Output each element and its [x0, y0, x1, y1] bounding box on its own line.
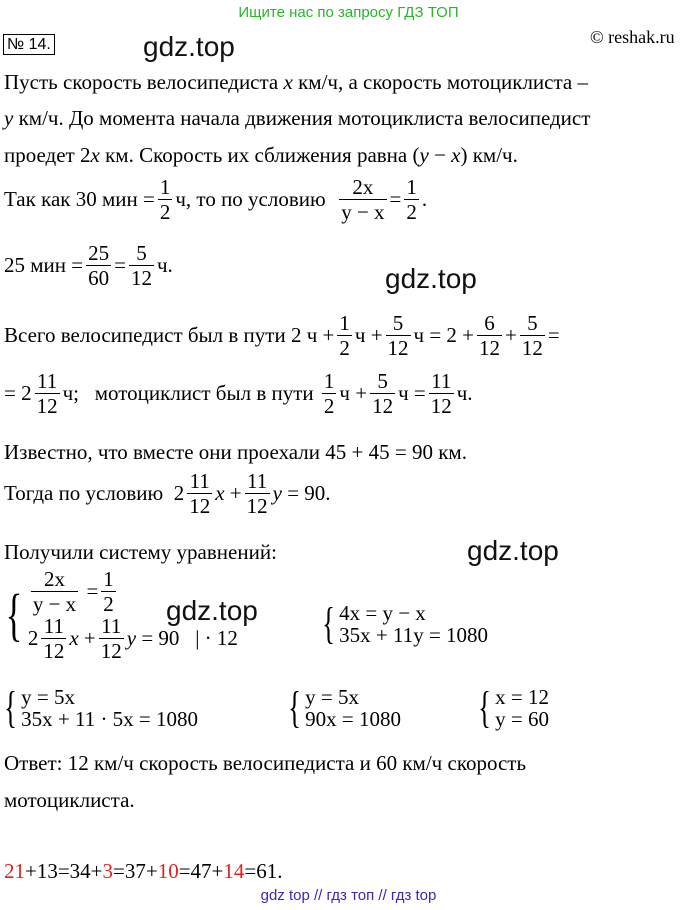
watermark-2: gdz.top: [385, 263, 477, 294]
line-3: проедет 2x км. Скорость их сближения равна (y − x) км/ч.: [4, 143, 518, 167]
unit: км/ч: [298, 70, 338, 94]
footer-banner[interactable]: gdz top // гдз топ // гдз top: [260, 887, 437, 904]
text: . До момента начала движения мотоциклиста велосипедист: [58, 106, 591, 130]
line-5: 25 мин = $\frac{25}{60}$ = $\frac{5}{12}$ ч .: [4, 241, 173, 291]
system-2: [318, 599, 489, 649]
unit: км: [105, 143, 129, 167]
watermark-4: gdz.top: [166, 595, 258, 626]
system-eq-2: 2 $\frac{11}{12}$ x + $\frac{11}{12}$ y = 90 | · 12: [27, 614, 238, 664]
var-x: x: [283, 70, 293, 94]
line-10: Получили систему уравнений:: [4, 540, 277, 564]
system-eq-1: 4x = y − x: [339, 601, 426, 625]
copyright: © reshak.ru: [590, 27, 675, 47]
top-banner[interactable]: Ищите нас по запросу ГДЗ ТОП: [238, 4, 459, 21]
system-eq-1: y = 5x: [305, 685, 359, 709]
unit: км/ч: [18, 106, 59, 130]
watermark-1: gdz.top: [143, 31, 235, 62]
text: Так как 30 мин: [4, 187, 138, 212]
unit: ч: [175, 187, 186, 212]
brace: {: [4, 683, 17, 733]
fraction: $\frac{1}{2}$: [406, 175, 417, 225]
fraction: $\frac{11}{12}$: [36, 369, 58, 419]
fraction: $\frac{11}{12}$: [246, 469, 268, 519]
fraction: $\frac{1}{2}$: [339, 311, 350, 361]
unit: км/ч: [402, 751, 443, 775]
watermark-3: gdz.top: [467, 535, 559, 566]
line-1: [4, 70, 588, 95]
system-5: [474, 683, 549, 733]
text: , а скорость мотоциклиста –: [337, 70, 588, 94]
system-eq-1: $\frac{2x}{y - x}$ = $\frac{1}{2}$: [32, 567, 114, 617]
text: мотоциклист был в пути: [94, 381, 314, 406]
expr: 2x: [79, 143, 100, 167]
var-y: y: [4, 106, 14, 130]
system-1: [0, 568, 238, 662]
fraction: $\frac{25}{60}$: [88, 241, 110, 291]
line-8: Известно, что вместе они проехали 45 + 45 = 90 км.: [4, 440, 467, 464]
brace: {: [288, 683, 301, 733]
fraction: $\frac{2x}{y - x}$: [341, 175, 385, 225]
text: 25 мин: [4, 253, 67, 278]
expr: (y − x): [412, 143, 468, 167]
answer-line-2: мотоциклиста.: [4, 788, 135, 812]
text: проедет: [4, 143, 75, 167]
system-eq-2: 90x = 1080: [305, 707, 401, 732]
fraction: $\frac{5}{12}$: [387, 311, 409, 361]
line-6: Всего велосипедист был в пути 2 ч + $\frac{1}{2}$ ч + $\frac{5}{12}$ ч = 2 + $\frac{6}{12}$ + $\frac{5}{12}$ =: [4, 311, 560, 361]
unit: км/ч: [93, 751, 134, 775]
system-eq-1: y = 5x: [21, 685, 75, 709]
fraction: $\frac{1}{2}$: [323, 369, 335, 419]
system-3: [0, 683, 199, 733]
fraction: $\frac{1}{2}$: [159, 175, 171, 225]
line-7: = 2 $\frac{11}{12}$ ч ; мотоциклист был в пути $\frac{1}{2}$ ч + $\frac{5}{12}$ ч = $\frac{11}{12}$ ч .: [4, 369, 473, 419]
text: Всего велосипедист был в пути: [4, 323, 286, 348]
fraction: $\frac{11}{12}$: [430, 369, 452, 419]
brace: {: [322, 599, 335, 649]
answer-text: скорость велосипедиста и 60: [139, 751, 398, 775]
answer-line-1: [4, 751, 526, 776]
brace: {: [5, 582, 23, 648]
brace: {: [478, 683, 491, 733]
system-eq-2: 35x + 11 · 5x = 1080: [21, 707, 199, 732]
text: Тогда по условию: [4, 481, 164, 506]
answer-text: скорость: [447, 751, 527, 775]
fraction: $\frac{11}{12}$: [189, 469, 211, 519]
unit: км/ч: [472, 143, 513, 167]
system-eq-2: 35x + 11y = 1080: [339, 623, 489, 648]
problem-number: № 14.: [3, 34, 55, 55]
line-4: Так как 30 мин = $\frac{1}{2}$ ч , то по условию $\frac{2x}{y - x}$ = $\frac{1}{2}$ .: [4, 175, 428, 225]
system-4: [284, 683, 401, 733]
fraction: $\frac{5}{12}$: [521, 311, 543, 361]
fraction: $\frac{6}{12}$: [479, 311, 501, 361]
system-eq-1: x = 12: [495, 685, 549, 709]
line-2: [4, 106, 590, 131]
fraction: $\frac{5}{12}$: [130, 241, 152, 291]
text: Скорость их сближения равна: [139, 143, 408, 167]
text: Пусть скорость велосипедиста: [4, 70, 279, 94]
fraction: $\frac{5}{12}$: [372, 369, 394, 419]
answer-text: Ответ: 12: [4, 751, 89, 775]
system-eq-2: y = 60: [495, 707, 549, 732]
line-9: Тогда по условию 2 $\frac{11}{12}$ x + $\frac{11}{12}$ y = 90.: [4, 469, 331, 519]
text: , то по условию: [185, 187, 326, 212]
unit: ч: [156, 253, 168, 278]
sum-line: 21+13=34+3=37+10=47+14=61.: [4, 859, 283, 883]
